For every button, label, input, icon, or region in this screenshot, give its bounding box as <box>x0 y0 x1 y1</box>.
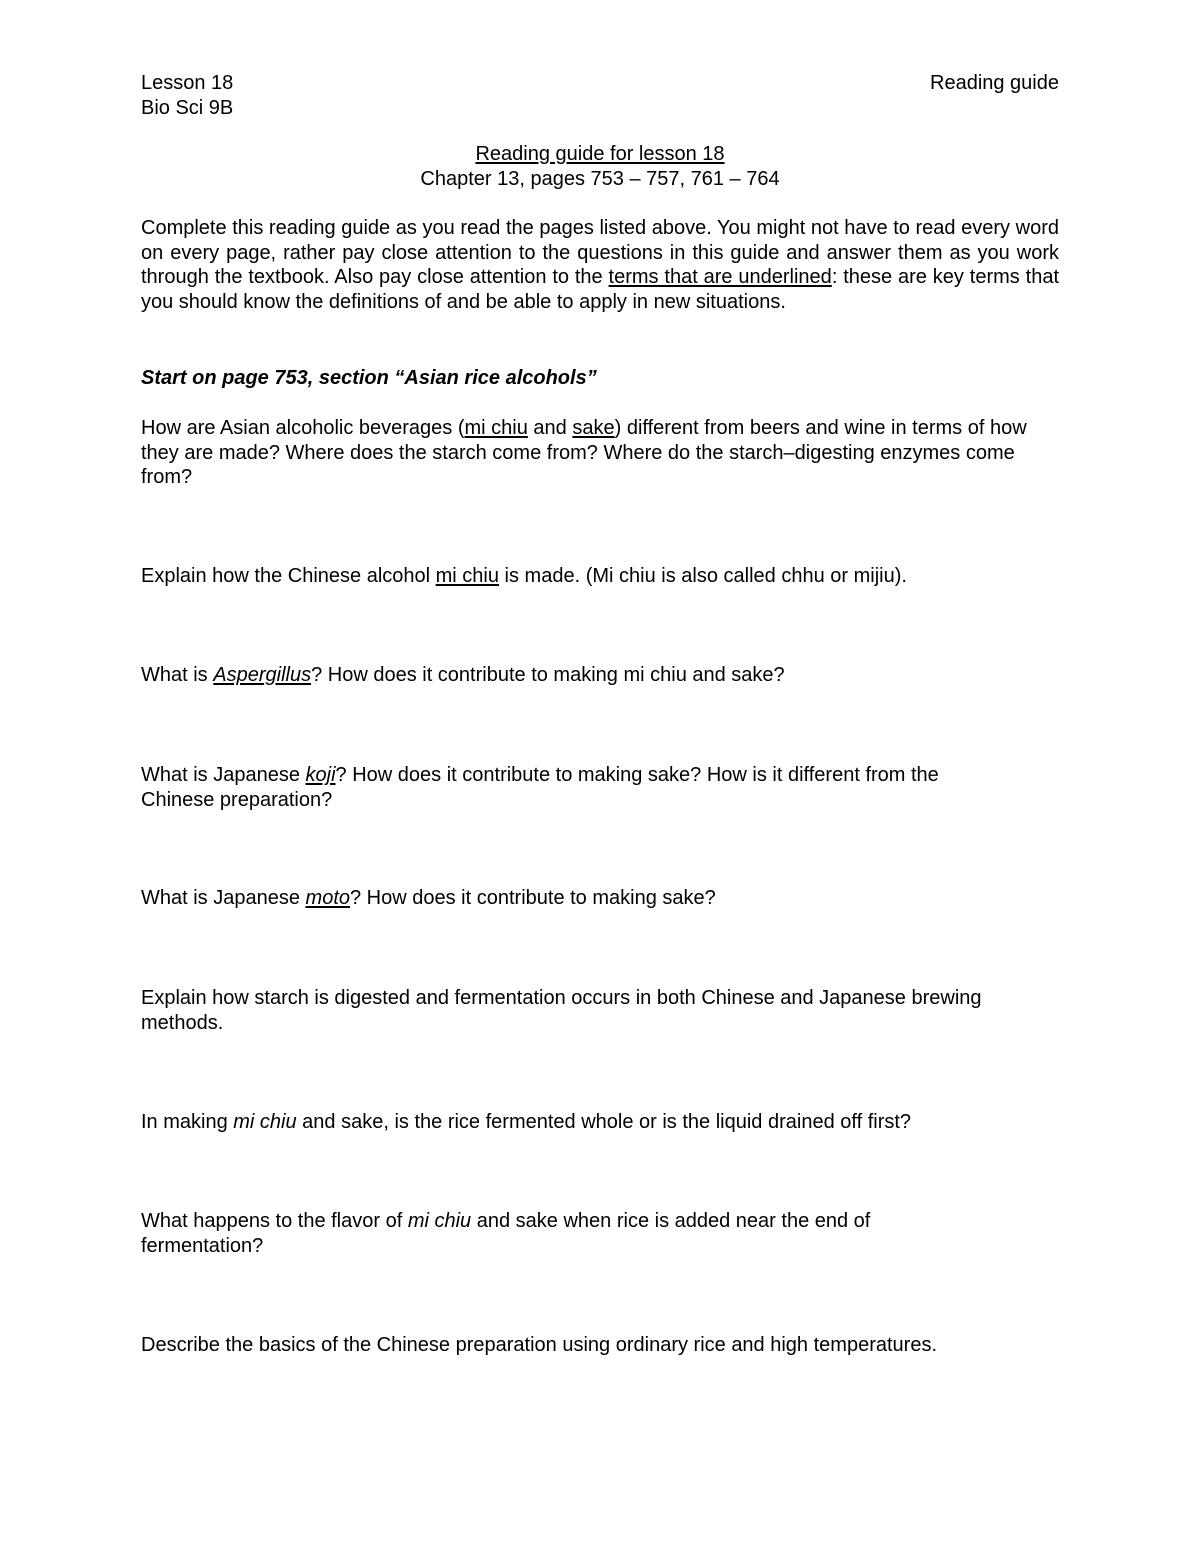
question-5: What is Japanese moto? How does it contribute to making sake? <box>141 887 716 909</box>
question-8: What happens to the flavor of mi chiu and sake when rice is added near the end of fermentation? <box>141 1210 871 1257</box>
term-sake: sake <box>572 417 615 439</box>
term-mi-chiu: mi chiu <box>407 1210 472 1232</box>
title-block <box>141 142 1059 191</box>
intro-paragraph: Complete this reading guide as you read the pages listed above. You might not have to read every word on every page, rather pay close attention to the questions in this guide and answer them as you work through the textbook. Also pay close attention to the terms that are underlined: these are key terms that you should know the definitions of and be able to apply in new situations. <box>141 217 1060 313</box>
question-4: What is Japanese koji? How does it contribute to making sake? How is it different from the Chinese preparation? <box>141 764 939 811</box>
course-label: Bio Sci 9B <box>141 96 234 119</box>
doc-type-label: Reading guide <box>930 72 1059 94</box>
page-title: Reading guide for lesson 18 <box>475 143 725 165</box>
header-left <box>141 71 233 120</box>
question-2: Explain how the Chinese alcohol mi chiu is made. (Mi chiu is also called chhu or mijiu). <box>141 565 907 587</box>
term-mi-chiu: mi chiu <box>435 565 499 587</box>
term-mi-chiu: mi chiu <box>233 1111 297 1133</box>
question-7: In making mi chiu and sake, is the rice fermented whole or is the liquid drained off first? <box>141 1111 912 1133</box>
terms-underlined: terms that are underlined <box>608 266 832 288</box>
section-heading: Start on page 753, section “Asian rice alcohols” <box>141 367 597 389</box>
question-1: How are Asian alcoholic beverages (mi chiu and sake) different from beers and wine in terms of how they are made? Where does the starch come from? Where do the starch–digesting enzymes come from? <box>141 417 1027 488</box>
term-mi-chiu: mi chiu <box>464 417 528 439</box>
term-aspergillus: Aspergillus <box>213 664 312 686</box>
question-3: What is Aspergillus? How does it contribute to making mi chiu and sake? <box>141 664 785 686</box>
question-6: Explain how starch is digested and fermentation occurs in both Chinese and Japanese brewing methods. <box>141 987 982 1034</box>
question-9: Describe the basics of the Chinese preparation using ordinary rice and high temperatures. <box>141 1334 937 1356</box>
term-koji: koji <box>305 764 336 786</box>
term-moto: moto <box>305 887 350 909</box>
lesson-label: Lesson 18 <box>141 72 234 94</box>
page-range: Chapter 13, pages 753 – 757, 761 – 764 <box>420 167 780 190</box>
